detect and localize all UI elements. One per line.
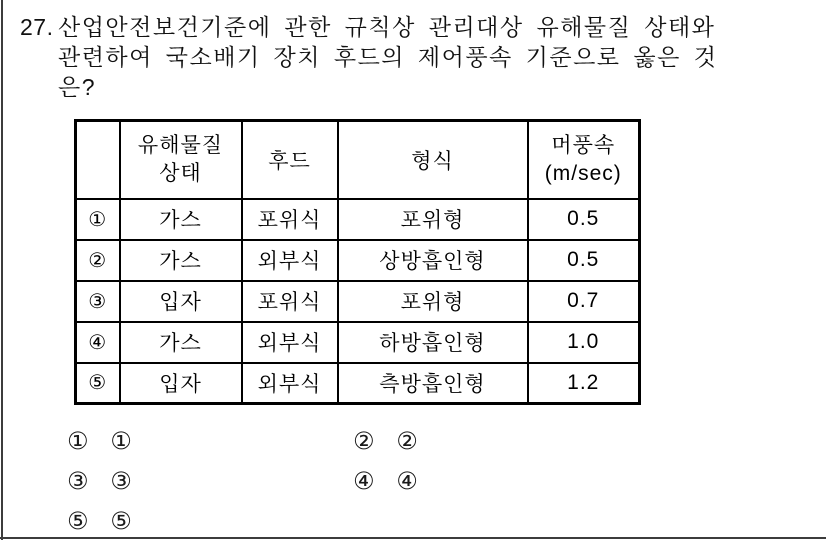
question-block xyxy=(20,12,812,102)
cell-speed: 0.7 xyxy=(528,281,640,322)
cell-type: 하방흡인형 xyxy=(338,322,528,363)
page-bottom-border xyxy=(0,537,826,539)
cell-speed: 1.2 xyxy=(528,363,640,404)
cell-state: 가스 xyxy=(120,240,242,281)
table-header-substance-state: 유해물질 상태 xyxy=(120,121,242,199)
cell-type: 상방흡인형 xyxy=(338,240,528,281)
table-row xyxy=(76,281,640,322)
cell-type: 포위형 xyxy=(338,281,528,322)
row-number: ① xyxy=(76,199,120,240)
cell-hood: 외부식 xyxy=(242,240,338,281)
table-header-speed: 머풍속 (m/sec) xyxy=(528,121,640,199)
cell-state: 가스 xyxy=(120,322,242,363)
cell-state: 입자 xyxy=(120,363,242,404)
option-2-value: ② xyxy=(396,428,418,455)
cell-type: 포위형 xyxy=(338,199,528,240)
answer-option-1[interactable] xyxy=(67,427,132,456)
table-row xyxy=(76,199,640,240)
option-4-marker: ④ xyxy=(353,468,375,495)
question-text xyxy=(56,12,717,102)
option-1-value: ① xyxy=(110,428,132,455)
question-text-line-1: 산업안전보건기준에 관한 규칙상 관리대상 유해물질 상태와 xyxy=(58,14,716,40)
question-text-line-2: 관련하여 국소배기 장치 후드의 제어풍속 기준으로 옳은 것 xyxy=(58,44,718,70)
table-row xyxy=(76,363,640,404)
row-number: ④ xyxy=(76,322,120,363)
option-2-marker: ② xyxy=(353,428,375,455)
row-number: ③ xyxy=(76,281,120,322)
row-number: ② xyxy=(76,240,120,281)
table-header-hood: 후드 xyxy=(242,121,338,199)
table-row xyxy=(76,240,640,281)
option-3-value: ③ xyxy=(110,468,132,495)
question-text-line-3: 은? xyxy=(58,74,97,100)
cell-speed: 1.0 xyxy=(528,322,640,363)
cell-hood: 포위식 xyxy=(242,199,338,240)
answer-option-4[interactable] xyxy=(353,467,418,496)
answer-option-5[interactable] xyxy=(67,507,132,536)
table-header-row xyxy=(76,121,640,199)
option-4-value: ④ xyxy=(396,468,418,495)
row-number: ⑤ xyxy=(76,363,120,404)
cell-state: 가스 xyxy=(120,199,242,240)
answer-option-3[interactable] xyxy=(67,467,132,496)
table-row xyxy=(76,322,640,363)
cell-speed: 0.5 xyxy=(528,240,640,281)
table-header-blank xyxy=(76,121,120,199)
option-5-marker: ⑤ xyxy=(67,508,89,535)
cell-hood: 포위식 xyxy=(242,281,338,322)
control-velocity-table xyxy=(74,119,641,405)
page-left-border xyxy=(1,0,3,540)
cell-state: 입자 xyxy=(120,281,242,322)
answer-option-2[interactable] xyxy=(353,427,418,456)
cell-speed: 0.5 xyxy=(528,199,640,240)
cell-hood: 외부식 xyxy=(242,363,338,404)
option-3-marker: ③ xyxy=(67,468,89,495)
cell-type: 측방흡인형 xyxy=(338,363,528,404)
question-number: 27. xyxy=(20,14,54,40)
option-1-marker: ① xyxy=(67,428,89,455)
option-5-value: ⑤ xyxy=(110,508,132,535)
cell-hood: 외부식 xyxy=(242,322,338,363)
table-header-type: 형식 xyxy=(338,121,528,199)
